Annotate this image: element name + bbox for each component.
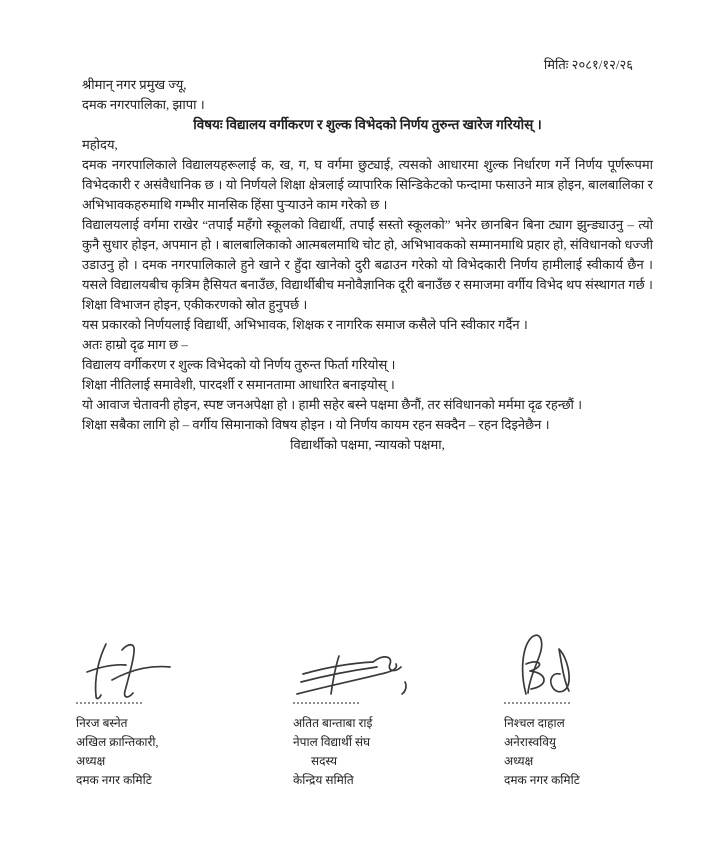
signatory-organization: अनेरास्ववियु — [504, 735, 556, 749]
demand-line-2: शिक्षा नीतिलाई समावेशी, पारदर्शी र समानतामा आधारित बनाइयोस् । — [82, 377, 395, 392]
body-paragraph-3: यस प्रकारको निर्णयलाई विद्यार्थी, अभिभावक, शिक्षक र नागरिक समाज कसैले पनि स्वीकार गर्दैन । — [82, 317, 528, 332]
signature-scribble-icon — [293, 630, 493, 700]
body-paragraph-2: विद्यालयलाई वर्गमा राखेर “तपाईं महँगो स्कूलको विद्यार्थी, तपाईं सस्तो स्कूलको” भनेर छानबिन बिना ट्याग झुन्ड्याउनु – त्यो कुनै सुधार होइन, अपमान हो । बालबालिकाको आत्मबलमाथि चोट हो, अभिभावकको सम्मानमाथि प्रहार हो, संविधानको धज्जी उडाउनु हो । दमक नगरपालिकाले हुने खाने र हुँदा खानेको दुरी बढाउन गरेको यो विभेदकारी निर्णय हामीलाई स्वीकार्य छैन । यसले विद्यालयबीच कृत्रिम हैसियत बनाउँछ, विद्यार्थीबीच मनोवैज्ञानिक दूरी बनाउँछ र समाजमा वर्गीय विभेद थप संस्थागत गर्छ । शिक्षा विभाजन होइन, एकीकरणको स्रोत हुनुपर्छ । — [82, 217, 653, 312]
signatory-committee: केन्द्रिय समिति — [293, 773, 354, 787]
signoff-line: विद्यार्थीको पक्षमा, न्यायको पक्षमा, — [290, 437, 445, 452]
signature-scribble-icon — [504, 630, 704, 700]
addressee-line-2: दमक नगरपालिका, झापा । — [82, 97, 205, 112]
body-paragraph-1: दमक नगरपालिकाले विद्यालयहरूलाई क, ख, ग, घ वर्गमा छुट्याई, त्यसको आधारमा शुल्क निर्धारण गर्ने निर्णय पूर्णरूपमा विभेदकारी र असंवैधानिक छ । यो निर्णयले शिक्षा क्षेत्रलाई व्यापारिक सिन्डिकेटको फन्दामा फसाउने मात्र होइन, बालबालिका र अभिभावकहरुमाथि गम्भीर मानसिक हिंसा पुर्‍याउने काम गरेको छ । — [82, 157, 653, 212]
signatory-role: अध्यक्ष — [76, 754, 106, 768]
signatory-committee: दमक नगर कमिटि — [504, 773, 580, 787]
signature-dotted-line — [76, 702, 142, 704]
subject-line: विषयः विद्यालय वर्गीकरण र शुल्क विभेदको निर्णय तुरुन्त खारेज गरियोस् । — [193, 117, 542, 132]
signature-scribble-icon — [76, 630, 276, 700]
date-line: मितिः २०८१/१२/२६ — [543, 57, 633, 72]
addressee-line-1: श्रीमान् नगर प्रमुख ज्यू, — [82, 77, 187, 92]
signatory-organization: नेपाल विद्यार्थी संघ — [293, 735, 371, 749]
signatory-name: अतित बान्ताबा राई — [293, 716, 373, 730]
signature-dotted-line — [293, 702, 359, 704]
signatory-name: निरज बस्नेत — [76, 716, 128, 730]
signature-section — [0, 630, 720, 810]
signatory-role: अध्यक्ष — [504, 754, 534, 768]
signature-block-2 — [293, 630, 493, 790]
signatory-organization: अखिल क्रान्तिकारी, — [76, 735, 159, 749]
salutation: महोदय, — [82, 137, 118, 152]
closing-line-1: यो आवाज चेतावनी होइन, स्पष्ट जनअपेक्षा हो । हामी सहेर बस्ने पक्षमा छैनौं, तर संविधानको मर्ममा दृढ रहन्छौं । — [82, 397, 583, 412]
signature-dotted-line — [504, 702, 570, 704]
signature-block-1 — [76, 630, 276, 790]
signatory-name: निश्चल दाहाल — [504, 716, 565, 730]
demand-intro-line: अतः हाम्रो दृढ माग छ – — [82, 337, 188, 352]
signature-block-3 — [504, 630, 704, 790]
signatory-committee: दमक नगर कमिटि — [76, 773, 152, 787]
closing-line-2: शिक्षा सबैका लागि हो – वर्गीय सिमानाको विषय होइन । यो निर्णय कायम रहन सक्दैन – रहन दिइनेछैन । — [82, 417, 550, 432]
demand-line-1: विद्यालय वर्गीकरण र शुल्क विभेदको यो निर्णय तुरुन्त फिर्ता गरियोस् । — [82, 357, 396, 372]
signatory-role: सदस्य — [311, 754, 338, 768]
